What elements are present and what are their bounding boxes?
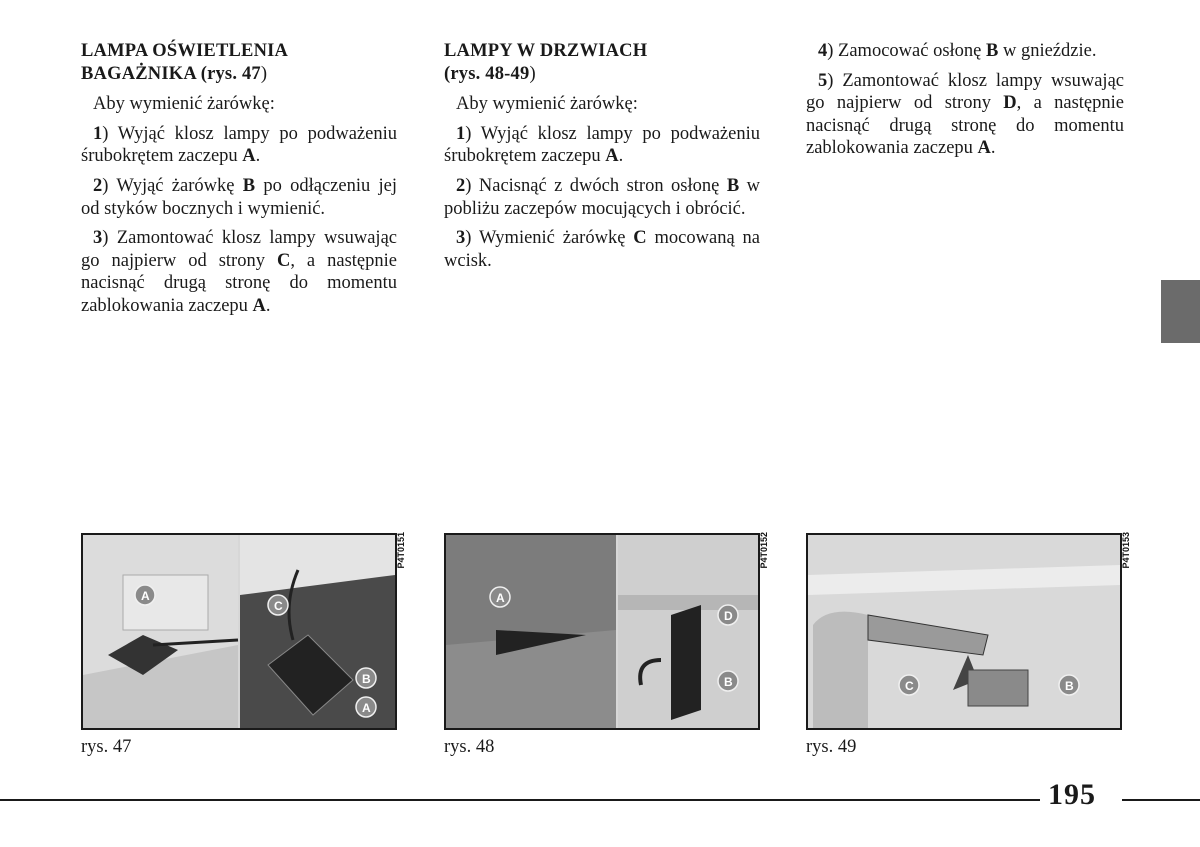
figure-code: P4T0153 xyxy=(1121,532,1131,569)
step-1: 1) Wyjąć klosz lampy po podważeniu śrubokrętem zaczepu A. xyxy=(444,123,760,167)
figure-49-illustration xyxy=(808,535,1120,728)
step-2: 2) Wyjąć żarówkę B po odłączeniu jej od styków bocznych i wymienić. xyxy=(81,175,397,219)
chapter-tab xyxy=(1161,280,1200,343)
figure-code: P4T0152 xyxy=(759,532,769,569)
callout-label: B xyxy=(1065,679,1074,693)
heading-paren: ) xyxy=(529,63,536,84)
step-3: 3) Zamontować klosz lampy wsuwając go najpierw od strony C, a następnie nacisnąć drugą stronę do momentu zablokowania zaczepu A. xyxy=(81,228,397,316)
heading-line: LAMPY W DRZWIACH xyxy=(444,41,648,61)
callout-label: B xyxy=(724,675,733,689)
footer-rule xyxy=(1122,799,1200,801)
section-door-lamps xyxy=(444,40,760,279)
figure-48-illustration xyxy=(446,535,758,728)
figure-caption: rys. 48 xyxy=(444,737,495,757)
step-3: 3) Wymienić żarówkę C mocowaną na wcisk. xyxy=(444,228,760,271)
figure-caption: rys. 49 xyxy=(806,737,857,757)
figure-caption: rys. 47 xyxy=(81,737,132,757)
page-number: 195 xyxy=(1048,778,1096,811)
callout-label: C xyxy=(905,679,914,693)
section-heading xyxy=(444,40,760,85)
callout-label: A xyxy=(496,591,505,605)
footer-rule xyxy=(0,799,1040,801)
intro-text: Aby wymienić żarówkę: xyxy=(93,94,275,115)
heading-paren: ) xyxy=(260,63,268,84)
step-5: 5) Zamontować klosz lampy wsuwając go najpierw od strony D, a następnie nacisnąć drugą stronę do momentu zablokowania zaczepu A. xyxy=(806,70,1124,159)
section-trunk-lamp xyxy=(81,40,397,325)
section-heading xyxy=(81,40,397,85)
figure-48 xyxy=(444,533,760,730)
figure-47-illustration xyxy=(83,535,395,728)
callout-label: A xyxy=(141,589,150,603)
heading-line: BAGAŻNIKA (rys. 47 xyxy=(81,63,261,84)
figure-49 xyxy=(806,533,1122,730)
step-2: 2) Nacisnąć z dwóch stron osłonę B w pobliżu zaczepów mocujących i obrócić. xyxy=(444,175,760,219)
heading-line: LAMPA OŚWIETLENIA xyxy=(81,41,289,61)
step-4: 4) Zamocować osłonę B w gnieździe. xyxy=(818,41,1097,61)
intro-text: Aby wymienić żarówkę: xyxy=(456,94,638,115)
figure-47 xyxy=(81,533,397,730)
heading-line: (rys. 48-49 xyxy=(444,63,530,84)
figure-code: P4T0151 xyxy=(396,532,406,569)
callout-label: D xyxy=(724,609,733,623)
callout-label: C xyxy=(274,599,283,613)
section-continued xyxy=(806,40,1124,167)
callout-label: A xyxy=(362,701,371,715)
step-1: 1) Wyjąć klosz lampy po podważeniu śrubokrętem zaczepu A. xyxy=(81,123,397,167)
callout-label: B xyxy=(362,672,371,686)
